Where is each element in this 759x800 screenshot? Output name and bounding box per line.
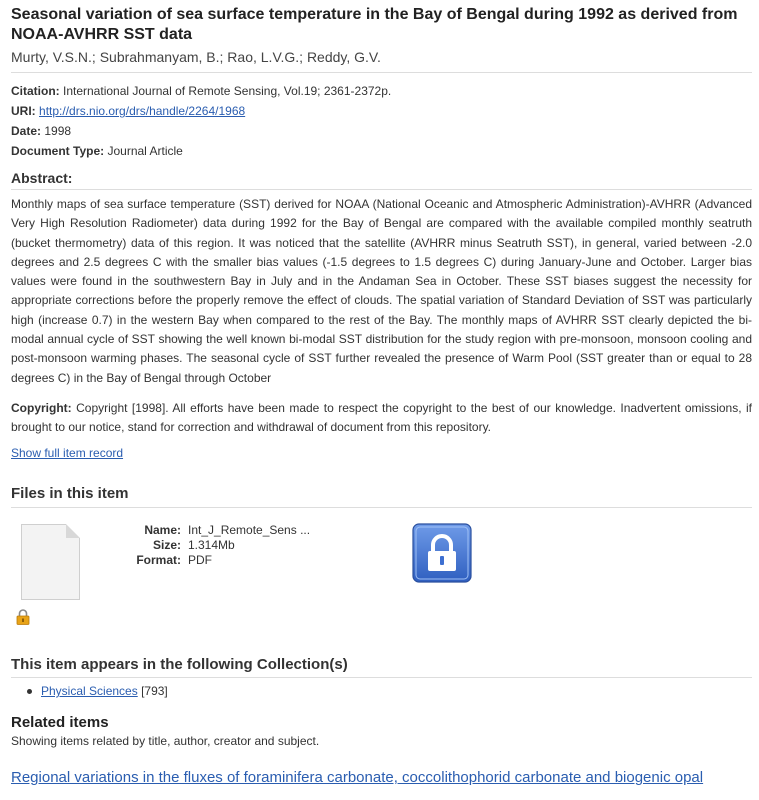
file-size-row — [111, 538, 310, 553]
date-row — [11, 124, 752, 138]
citation-label: Citation: — [11, 84, 60, 98]
copyright-block — [11, 399, 752, 437]
related-item-link[interactable]: Regional variations in the fluxes of foraminifera carbonate, coccolithophorid carbonate and biogenic opal — [11, 768, 704, 786]
item-title: Seasonal variation of sea surface temperature in the Bay of Bengal during 1992 as derived from NOAA-AVHRR SST data — [11, 6, 738, 43]
show-full-record — [11, 445, 752, 461]
doctype-value: Journal Article — [107, 144, 183, 158]
abstract-text: Monthly maps of sea surface temperature (SST) derived for NOAA (National Oceanic and Atmospheric Administration)-AVHRR (Advanced Very High Resolution Radiometer) data during 1992 for the Bay of Bengal are compared with the available compiled monthly seatruth (bucket thermometry) data of this region. It was noticed that the satellite (AVHRR minus Seatruth SST), in general, varied between -2.0 degrees and 2.5 degrees C with the smaller bias values (-1.5 degrees to 1.5 degrees C) during January-June and October. Larger bias values were found in the southwestern Bay in July and in the Andaman Sea in October. These SST biases suggest the necessity for appropriate corrections before the properly remove the effect of clouds. The spatial variation of Standard Deviation of SST was particularly high (increase 0.7) in the western Bay when compared to the rest of the Bay. The monthly maps of AVHRR SST clearly depicted the bi-modal annual cycle of SST showing the well known bi-modal SST distribution for the study region with pre-monsoon, monsoon cooling and post-monsoon warming phases. The seasonal cycle of SST further revealed the presence of Warm Pool (SST greater than or equal to 28 degrees C) in the Bay of Bengal through October — [11, 197, 752, 385]
file-format-value: PDF — [188, 552, 212, 567]
uri-row — [11, 104, 752, 118]
file-entry — [11, 508, 752, 656]
item-page — [11, 0, 752, 787]
citation-value: International Journal of Remote Sensing, Vol.19; 2361-2372p. — [63, 84, 392, 98]
related-item — [11, 769, 752, 787]
collection-item — [11, 684, 752, 699]
file-format-row — [111, 553, 310, 568]
divider — [11, 72, 752, 73]
divider — [11, 677, 752, 678]
collections-list — [11, 684, 752, 699]
uri-link[interactable]: http://drs.nio.org/drs/handle/2264/1968 — [39, 104, 246, 118]
files-heading: Files in this item — [11, 484, 129, 502]
related-subtitle: Showing items related by title, author, creator and subject. — [11, 733, 320, 748]
document-thumbnail-icon[interactable] — [21, 524, 80, 600]
doctype-label: Document Type: — [11, 144, 105, 158]
item-authors: Murty, V.S.N.; Subrahmanyam, B.; Rao, L.V.G.; Reddy, G.V. — [11, 49, 381, 65]
file-metadata — [111, 523, 310, 568]
show-full-record-link[interactable]: Show full item record — [11, 445, 124, 460]
related-heading: Related items — [11, 713, 109, 731]
padlock-blue-icon[interactable] — [412, 523, 472, 583]
metadata-block — [11, 84, 752, 158]
date-value: 1998 — [44, 124, 72, 138]
copyright-label: Copyright: — [11, 400, 72, 415]
citation-row — [11, 84, 752, 98]
padlock-orange-icon — [16, 609, 30, 625]
collections-heading: This item appears in the following Collection(s) — [11, 655, 348, 673]
collection-count: [793] — [141, 683, 168, 698]
page-fold — [66, 524, 80, 538]
file-name-value: Int_J_Remote_Sens ... — [188, 522, 311, 537]
file-format-label: Format: — [136, 552, 181, 567]
file-name-label: Name: — [144, 522, 181, 537]
collection-link[interactable]: Physical Sciences — [41, 683, 138, 698]
divider — [11, 189, 752, 190]
doctype-row — [11, 144, 752, 158]
file-size-value: 1.314Mb — [188, 537, 235, 552]
date-label: Date: — [11, 124, 42, 138]
abstract-heading: Abstract: — [11, 170, 73, 186]
uri-label: URI: — [11, 104, 36, 118]
file-name-row — [111, 523, 310, 538]
copyright-text: Copyright [1998]. All efforts have been made to respect the copyright to the best of our knowledge. Inadvertent omissions, if brought to our notice, stand for correction and withdrawal of document from this repository. — [11, 400, 752, 434]
file-size-label: Size: — [152, 537, 181, 552]
